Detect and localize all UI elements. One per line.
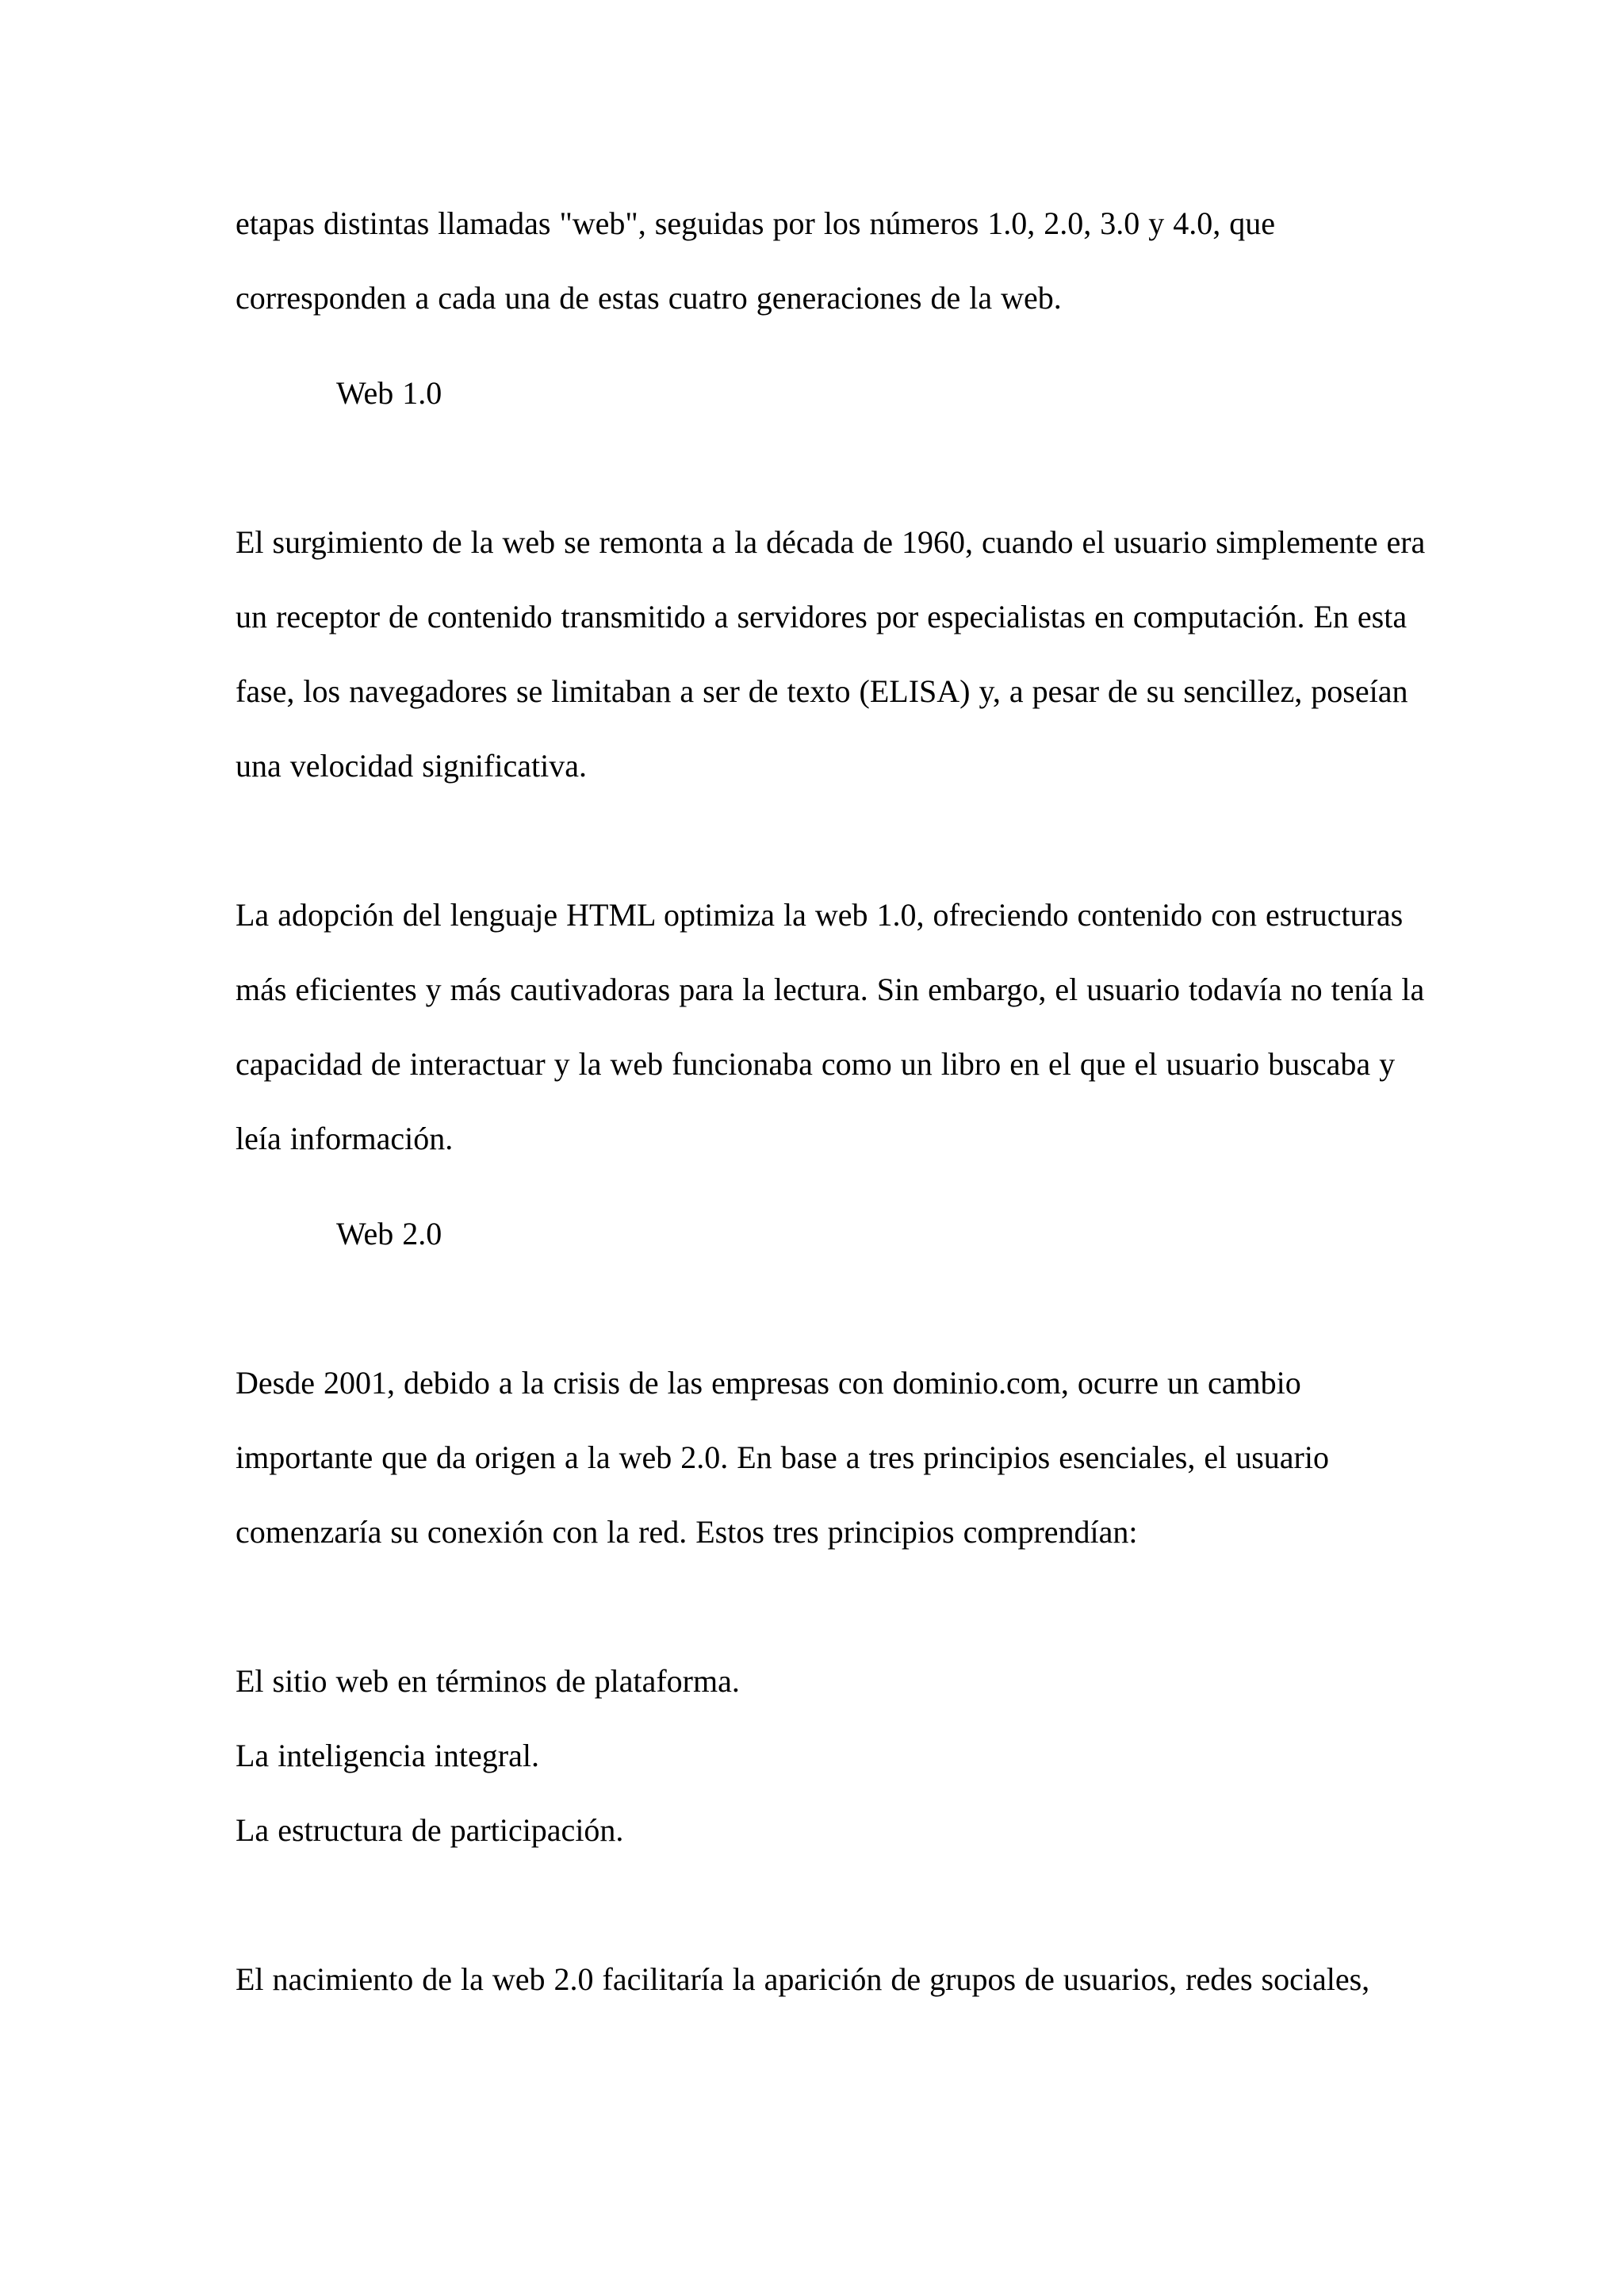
paragraph-intro: etapas distintas llamadas "web", seguidas por los números 1.0, 2.0, 3.0 y 4.0, que corresponden a cada una de estas cuatro generaciones de la web.	[236, 205, 1276, 316]
paragraph-web1-origin: El surgimiento de la web se remonta a la década de 1960, cuando el usuario simplemente era un receptor de contenido transmitido a servidores por especialistas en computación. En esta fase, los navegadores se limitaban a ser de texto (ELISA) y, a pesar de su sencillez, poseían una velocidad significativa.	[236, 524, 1426, 784]
paragraph-web2-birth: El nacimiento de la web 2.0 facilitaría la aparición de grupos de usuarios, redes sociales,	[236, 1961, 1370, 1997]
section-heading-web-2-0: Web 2.0	[336, 1216, 442, 1251]
list-line-intelligence: La inteligencia integral.	[236, 1738, 539, 1773]
list-line-participation: La estructura de participación.	[236, 1812, 624, 1848]
section-heading-web-1-0: Web 1.0	[336, 375, 442, 411]
paragraph-web2-origin: Desde 2001, debido a la crisis de las empresas con dominio.com, ocurre un cambio importante que da origen a la web 2.0. En base a tres principios esenciales, el usuario comenzaría su conexión con la red. Estos tres principios comprendían:	[236, 1365, 1329, 1550]
list-line-platform: El sitio web en términos de plataforma.	[236, 1663, 740, 1699]
paragraph-web1-html: La adopción del lenguaje HTML optimiza la web 1.0, ofreciendo contenido con estructuras más eficientes y más cautivadoras para la lectura. Sin embargo, el usuario todavía no tenía la capacidad de interactuar y la web funcionaba como un libro en el que el usuario buscaba y leía información.	[236, 897, 1425, 1156]
